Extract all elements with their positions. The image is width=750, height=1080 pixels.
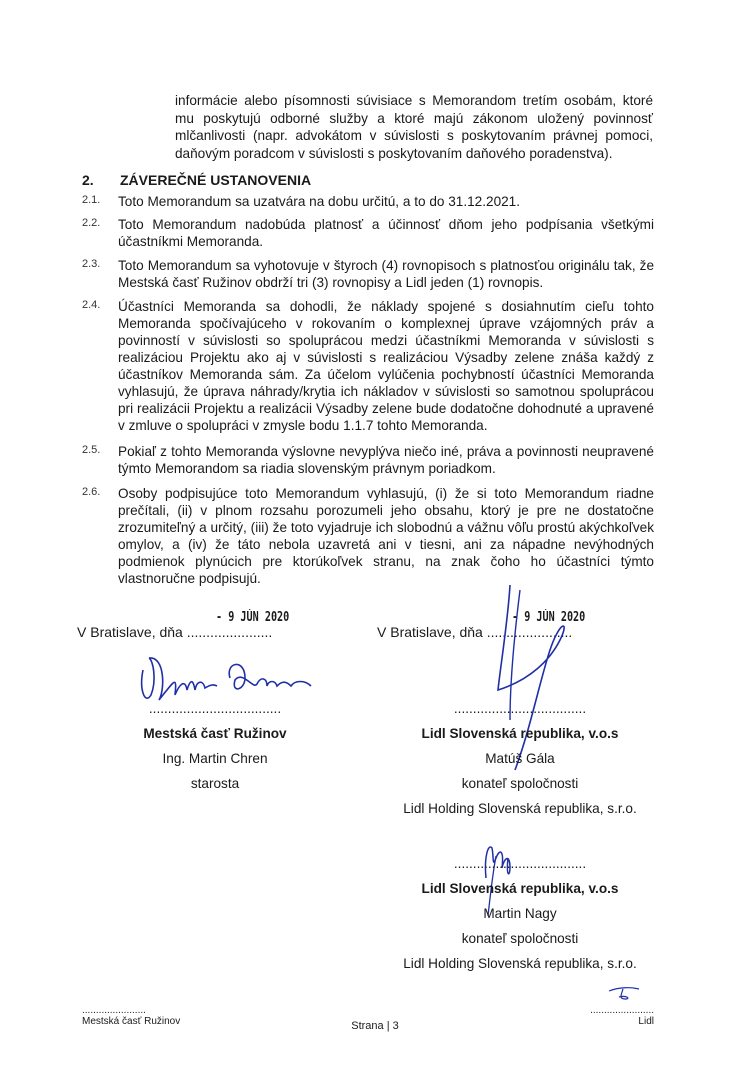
- signature-dots: ...................................: [148, 701, 282, 716]
- intro-paragraph: informácie alebo písomnosti súvisiace s Memorandom tretím osobám, ktoré mu poskytujú odborné služby a ktoré majú zákonom uložený povinnosť mlčanlivosti (napr. advokátom v súvislosti s poskytovaním právnej pomoci, daňovým poradcom v súvislosti s poskytovaním daňového poradenstva).: [175, 93, 653, 161]
- clause-text: Účastníci Memoranda sa dohodli, že náklady spojené s dosiahnutím cieľu tohto Memoranda spočívajúceho v rokovaním o komplexnej úprave vzájomných práv a povinností v súvislosti so spoluprácou medzi účastníkmi Memoranda v súvislosti s realizáciou Projektu ako aj v súvislosti s realizáciou Výsadby zelene znáša každý z účastníkov Memoranda sám. Za účelom vylúčenia pochybností účastníci Memoranda vyhlasujú, že úprava náhrady/krytia ich nákladov v súvislosti so samotnou spoluprácou pri realizácii Projektu a realizácii Výsadby zelene bude dodatočne dohodnuté a upravené v zmluve o spolupráci v zmysle bodu 1.1.7 tohto Memoranda.: [118, 299, 654, 433]
- signatory-name: Ing. Martin Chren: [162, 751, 268, 766]
- clause-number: 2.5.: [82, 444, 101, 456]
- section-title: ZÁVEREČNÉ USTANOVENIA: [120, 172, 312, 188]
- left-place-date: V Bratislave, dňa ......................: [77, 624, 273, 640]
- clause-number: 2.6.: [82, 486, 101, 498]
- footer-left-label: Mestská časť Ružinov: [82, 1016, 181, 1027]
- signature-dots: ...................................: [453, 856, 587, 871]
- signatory-role: konateľ spoločnosti: [461, 776, 579, 791]
- signatory-org: Mestská časť Ružinov: [143, 726, 287, 741]
- footer-right-dots: .......................: [590, 1005, 654, 1016]
- signatory-name: Matúš Gála: [485, 751, 555, 766]
- signatory-role: konateľ spoločnosti: [461, 931, 579, 946]
- right-place-date: V Bratislave, dňa ......................: [377, 624, 573, 640]
- clause-2-3: [82, 257, 654, 291]
- clause-2-2: [82, 216, 654, 250]
- section-heading: [82, 172, 311, 188]
- right-signatory-2: [385, 855, 655, 971]
- clause-number: 2.3.: [82, 258, 101, 270]
- signatory-name: Martin Nagy: [483, 906, 557, 921]
- clause-number: 2.2.: [82, 217, 101, 229]
- clause-2-1: [82, 193, 654, 210]
- signatory-company: Lidl Holding Slovenská republika, s.r.o.: [403, 801, 637, 816]
- footer-right-label: Lidl: [638, 1016, 654, 1027]
- clause-text: Toto Memorandum sa uzatvára na dobu určitú, a to do 31.12.2021.: [118, 194, 521, 209]
- clause-text: Osoby podpisujúce toto Memorandum vyhlasujú, (i) že si toto Memorandum riadne prečítali, (ii) v plnom rozsahu porozumeli jeho obsahu, ktorý je pre ne dostatočne zrozumiteľný a určitý, (iii) že toto vyjadruje ich slobodnú a vážnu vôľu prostú akýchkoľvek omylov, a (iv) že táto nebola uzavretá ani v tiesni, ani za nápadne nevýhodných podmienok plynúcich pre ktorúkoľvek stranu, na znak čoho ho účastníci týmto vlastnoručne podpisujú.: [118, 486, 654, 586]
- left-date-stamp: - 9 JÚN 2020: [216, 610, 290, 625]
- section-number: 2.: [82, 172, 94, 188]
- right-signatory: [385, 700, 655, 816]
- clause-number: 2.1.: [82, 194, 101, 206]
- footer-initials: [605, 985, 645, 1005]
- signatory-role: starosta: [190, 776, 240, 791]
- signatory-company: Lidl Holding Slovenská republika, s.r.o.: [403, 956, 637, 971]
- signatory-org: Lidl Slovenská republika, v.o.s: [421, 881, 619, 896]
- clause-text: Pokiaľ z tohto Memoranda výslovne nevyplýva niečo iné, práva a povinnosti neupravené týmto Memorandom sa riadia slovenským právnym poriadkom.: [118, 444, 654, 476]
- clause-number: 2.4.: [82, 299, 101, 311]
- signatory-org: Lidl Slovenská republika, v.o.s: [421, 726, 619, 741]
- signature-dots: ...................................: [453, 701, 587, 716]
- right-date-stamp: - 9 JÚN 2020: [512, 610, 586, 625]
- clause-text: Toto Memorandum nadobúda platnosť a účinnosť dňom jeho podpísania všetkými účastníkmi Memoranda.: [118, 217, 654, 249]
- clause-2-5: [82, 443, 654, 477]
- footer-left-dots: .......................: [82, 1005, 146, 1016]
- clause-text: Toto Memorandum sa vyhotovuje v štyroch (4) rovnopisoch s platnosťou originálu tak, že Mestská časť Ružinov obdrží tri (3) rovnopisy a Lidl jeden (1) rovnopis.: [118, 258, 654, 290]
- clause-2-6: [82, 485, 654, 587]
- clause-2-4: [82, 298, 654, 434]
- page-number: Strana | 3: [351, 1020, 399, 1032]
- left-signatory: [110, 700, 320, 791]
